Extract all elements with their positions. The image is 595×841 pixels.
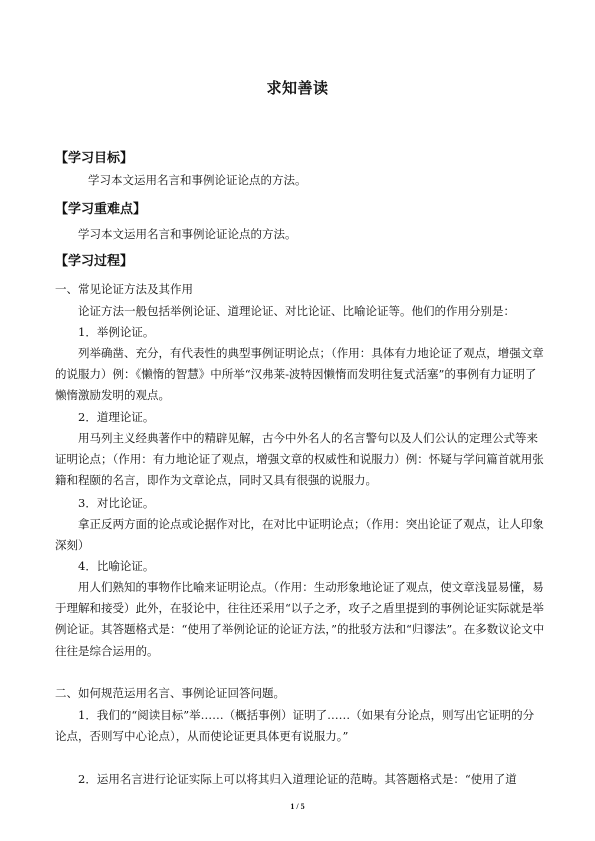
section-1-title: 一、常见论证方法及其作用 — [55, 282, 193, 296]
section-2-title: 二、如何规范运用名言、事例论证回答问题。 — [55, 686, 285, 700]
point-3-text: 拿正反两方面的论点或论据作对比，在对比中证明论点；（作用：突出论证了观点，让人印象深刻） — [55, 517, 544, 553]
key-points-text: 学习本文运用名言和事例论证论点的方法。 — [78, 227, 297, 241]
point-4-text: 用人们熟知的事物作比喻来证明论点。（作用：生动形象地论证了观点，使文章浅显易懂，易于理解和接受）此外，在驳论中，往往还采用“以子之矛，攻子之盾里提到的事例论证实际就是举例论证。其答题格式是：“使用了举例论证的论证方法，”的批驳方法和“归谬法”。在多数议论文中往往是综合运用的。 — [55, 580, 545, 658]
answer-format-1: 1．我们的“阅读目标”举……（概括事例）证明了……（如果有分论点，则写出它证明的分论点，否则写中心论点），从而使论证更具体更有说服力。” — [55, 708, 535, 744]
section-1-intro: 论证方法一般包括举例论证、道理论证、对比论证、比喻论证等。他们的作用分别是： — [78, 304, 515, 318]
point-2-text: 用马列主义经典著作中的精辟见解，古今中外名人的名言警句以及人们公认的定理公式等来证明论点；（作用：有力地论证了观点，增强文章的权威性和说服力）例：怀疑与学问篇首就用张籍和程颐的名言，即作为文章论点，同时又具有很强的说服力。 — [55, 431, 544, 488]
document-title: 求知善读 — [266, 79, 329, 97]
point-1-title: 1．举例论证。 — [78, 325, 155, 339]
point-4-title: 4．比喻论证。 — [78, 559, 155, 573]
heading-learning-goal: 【学习目标】 — [55, 151, 134, 166]
answer-format-2: 2．运用名言进行论证实际上可以将其归入道理论证的范畴。其答题格式是：“使用了道 — [78, 772, 517, 786]
point-3-title: 3．对比论证。 — [78, 496, 155, 510]
point-2-title: 2．道理论证。 — [78, 410, 155, 424]
heading-key-points: 【学习重难点】 — [55, 202, 147, 217]
heading-learning-process: 【学习过程】 — [55, 254, 134, 269]
learning-goal-text: 学习本文运用名言和事例论证论点的方法。 — [88, 173, 307, 187]
page-number: 1 / 5 — [290, 802, 305, 811]
point-1-text: 列举确凿、充分，有代表性的典型事例证明论点；（作用：具体有力地论证了观点，增强文章的说服力）例：《懒惰的智慧》中所举“汉弗莱-波特因懒惰而发明往复式活塞”的事例有力证明了懒惰激励发明的观点。 — [55, 346, 544, 403]
